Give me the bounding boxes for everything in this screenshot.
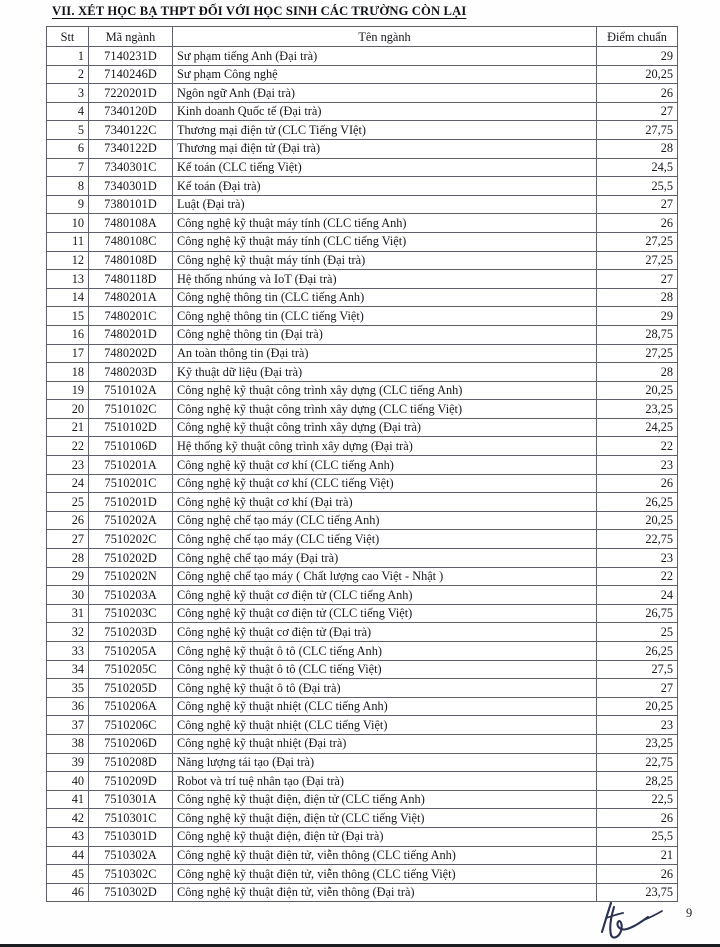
cell-code: 7510201D <box>89 493 173 512</box>
cell-code: 7480203D <box>89 363 173 382</box>
table-row <box>47 883 678 902</box>
cell-stt: 24 <box>47 474 89 493</box>
cell-name: Công nghệ kỹ thuật nhiệt (CLC tiếng Việt) <box>173 716 597 735</box>
table-row <box>47 642 678 661</box>
cell-stt: 11 <box>47 232 89 251</box>
cell-name: Công nghệ thông tin (CLC tiếng Việt) <box>173 307 597 326</box>
cell-stt: 5 <box>47 121 89 140</box>
table-row <box>47 121 678 140</box>
cell-name: Sư phạm Công nghệ <box>173 65 597 84</box>
cell-stt: 18 <box>47 363 89 382</box>
cell-stt: 15 <box>47 307 89 326</box>
cell-score: 27,5 <box>597 660 678 679</box>
page-number: 9 <box>686 906 693 920</box>
cell-code: 7480108C <box>89 232 173 251</box>
table-row <box>47 716 678 735</box>
table-row <box>47 846 678 865</box>
cell-name: Công nghệ chế tạo máy (CLC tiếng Việt) <box>173 530 597 549</box>
cell-code: 7510302A <box>89 846 173 865</box>
table-row <box>47 623 678 642</box>
cell-stt: 13 <box>47 270 89 289</box>
cell-stt: 6 <box>47 139 89 158</box>
cell-code: 7480108A <box>89 214 173 233</box>
column-header-code: Mã ngành <box>89 27 173 47</box>
cell-stt: 12 <box>47 251 89 270</box>
cell-name: Luật (Đại trà) <box>173 195 597 214</box>
cell-code: 7510205C <box>89 660 173 679</box>
cell-code: 7510301C <box>89 809 173 828</box>
table-row <box>47 827 678 846</box>
cell-score: 28,75 <box>597 325 678 344</box>
cell-score: 23 <box>597 716 678 735</box>
cell-code: 7510206C <box>89 716 173 735</box>
cell-score: 23 <box>597 456 678 475</box>
cell-name: Công nghệ kỹ thuật ô tô (Đại trà) <box>173 679 597 698</box>
cell-name: Công nghệ kỹ thuật công trình xây dựng (Đại trà) <box>173 418 597 437</box>
table-row <box>47 753 678 772</box>
cell-name: Công nghệ kỹ thuật điện tử, viễn thông (CLC tiếng Anh) <box>173 846 597 865</box>
page-title: VII. XÉT HỌC BẠ THPT ĐỐI VỚI HỌC SINH CÁC TRƯỜNG CÒN LẠI <box>52 4 467 18</box>
table-row <box>47 418 678 437</box>
cell-code: 7480201C <box>89 307 173 326</box>
cell-stt: 44 <box>47 846 89 865</box>
signature-mark <box>596 898 670 940</box>
cell-score: 27 <box>597 270 678 289</box>
table-row <box>47 549 678 568</box>
cell-score: 29 <box>597 307 678 326</box>
cell-stt: 8 <box>47 177 89 196</box>
cell-score: 29 <box>597 47 678 66</box>
cell-score: 23,75 <box>597 883 678 902</box>
cell-name: Công nghệ kỹ thuật công trình xây dựng (CLC tiếng Anh) <box>173 381 597 400</box>
cell-stt: 33 <box>47 642 89 661</box>
cell-code: 7510301A <box>89 790 173 809</box>
cell-stt: 36 <box>47 697 89 716</box>
table-row <box>47 809 678 828</box>
cell-score: 23 <box>597 549 678 568</box>
table-row <box>47 251 678 270</box>
cell-code: 7510205D <box>89 679 173 698</box>
cell-code: 7140231D <box>89 47 173 66</box>
cell-name: Công nghệ kỹ thuật nhiệt (Đại trà) <box>173 734 597 753</box>
cell-stt: 46 <box>47 883 89 902</box>
cell-score: 28,25 <box>597 772 678 791</box>
cell-code: 7510206D <box>89 734 173 753</box>
cell-code: 7510203A <box>89 586 173 605</box>
cell-name: Kế toán (Đại trà) <box>173 177 597 196</box>
cell-name: Hệ thống kỹ thuật công trình xây dựng (Đại trà) <box>173 437 597 456</box>
table-row <box>47 47 678 66</box>
cell-name: Công nghệ chế tạo máy (CLC tiếng Anh) <box>173 511 597 530</box>
cell-code: 7340122D <box>89 139 173 158</box>
cell-code: 7510206A <box>89 697 173 716</box>
cell-score: 26 <box>597 474 678 493</box>
cell-score: 22,75 <box>597 753 678 772</box>
cell-name: Công nghệ kỹ thuật cơ khí (CLC tiếng Anh) <box>173 456 597 475</box>
cell-score: 20,25 <box>597 65 678 84</box>
cell-score: 23,25 <box>597 400 678 419</box>
cell-stt: 9 <box>47 195 89 214</box>
cell-name: Công nghệ thông tin (Đại trà) <box>173 325 597 344</box>
cell-score: 22 <box>597 437 678 456</box>
cell-code: 7480118D <box>89 270 173 289</box>
cell-name: Thương mại điện tử (Đại trà) <box>173 139 597 158</box>
cell-name: Kỹ thuật dữ liệu (Đại trà) <box>173 363 597 382</box>
cell-name: Sư phạm tiếng Anh (Đại trà) <box>173 47 597 66</box>
table-row <box>47 604 678 623</box>
cell-code: 7340120D <box>89 102 173 121</box>
cell-score: 26,75 <box>597 604 678 623</box>
cell-score: 20,25 <box>597 511 678 530</box>
cell-code: 7510202C <box>89 530 173 549</box>
cell-score: 24,25 <box>597 418 678 437</box>
cell-stt: 40 <box>47 772 89 791</box>
cell-name: An toàn thông tin (Đại trà) <box>173 344 597 363</box>
table-row <box>47 288 678 307</box>
cell-score: 27,75 <box>597 121 678 140</box>
cell-code: 7510202A <box>89 511 173 530</box>
cell-code: 7510209D <box>89 772 173 791</box>
cell-name: Công nghệ kỹ thuật cơ khí (Đại trà) <box>173 493 597 512</box>
cell-score: 27,25 <box>597 232 678 251</box>
cell-stt: 43 <box>47 827 89 846</box>
cell-name: Công nghệ kỹ thuật điện tử, viễn thông (Đại trà) <box>173 883 597 902</box>
table-row <box>47 139 678 158</box>
cell-code: 7510202D <box>89 549 173 568</box>
cell-code: 7510203C <box>89 604 173 623</box>
cell-stt: 39 <box>47 753 89 772</box>
cell-code: 7380101D <box>89 195 173 214</box>
cell-code: 7510102C <box>89 400 173 419</box>
cell-name: Thương mại điện tử (CLC Tiếng VIệt) <box>173 121 597 140</box>
cell-score: 27,25 <box>597 344 678 363</box>
cell-name: Công nghệ kỹ thuật ô tô (CLC tiếng Việt) <box>173 660 597 679</box>
cell-name: Công nghệ thông tin (CLC tiếng Anh) <box>173 288 597 307</box>
cell-code: 7220201D <box>89 84 173 103</box>
cell-stt: 27 <box>47 530 89 549</box>
cell-stt: 7 <box>47 158 89 177</box>
table-row <box>47 214 678 233</box>
cell-score: 28 <box>597 288 678 307</box>
table-row <box>47 102 678 121</box>
table-row <box>47 456 678 475</box>
table-row <box>47 195 678 214</box>
table-row <box>47 381 678 400</box>
cell-stt: 3 <box>47 84 89 103</box>
cell-code: 7140246D <box>89 65 173 84</box>
table-row <box>47 65 678 84</box>
cell-name: Kinh doanh Quốc tế (Đại trà) <box>173 102 597 121</box>
cell-score: 22 <box>597 567 678 586</box>
cell-name: Công nghệ chế tạo máy (Đại trà) <box>173 549 597 568</box>
table-row <box>47 511 678 530</box>
cell-score: 28 <box>597 139 678 158</box>
cell-score: 27 <box>597 195 678 214</box>
cell-code: 7510201A <box>89 456 173 475</box>
table-row <box>47 567 678 586</box>
cell-score: 26,25 <box>597 493 678 512</box>
cell-code: 7340122C <box>89 121 173 140</box>
cell-stt: 22 <box>47 437 89 456</box>
cell-stt: 19 <box>47 381 89 400</box>
column-header-name: Tên ngành <box>173 27 597 47</box>
table-row <box>47 474 678 493</box>
cell-name: Công nghệ kỹ thuật điện, điện tử (CLC tiếng Anh) <box>173 790 597 809</box>
table-row <box>47 344 678 363</box>
cell-score: 23,25 <box>597 734 678 753</box>
cell-name: Công nghệ kỹ thuật cơ khí (CLC tiếng Việt) <box>173 474 597 493</box>
cell-stt: 38 <box>47 734 89 753</box>
cell-stt: 28 <box>47 549 89 568</box>
cell-code: 7510301D <box>89 827 173 846</box>
cell-score: 22,5 <box>597 790 678 809</box>
cell-code: 7510102A <box>89 381 173 400</box>
table-row <box>47 325 678 344</box>
table-row <box>47 177 678 196</box>
column-header-stt: Stt <box>47 27 89 47</box>
cell-name: Công nghệ kỹ thuật điện, điện tử (Đại trà) <box>173 827 597 846</box>
cell-stt: 23 <box>47 456 89 475</box>
cell-stt: 1 <box>47 47 89 66</box>
cell-code: 7340301C <box>89 158 173 177</box>
cell-name: Robot và trí tuệ nhân tạo (Đại trà) <box>173 772 597 791</box>
table-row <box>47 865 678 884</box>
cell-code: 7510302C <box>89 865 173 884</box>
cell-stt: 42 <box>47 809 89 828</box>
cell-score: 25,5 <box>597 177 678 196</box>
cell-score: 21 <box>597 846 678 865</box>
cell-stt: 10 <box>47 214 89 233</box>
cell-name: Ngôn ngữ Anh (Đại trà) <box>173 84 597 103</box>
table-row <box>47 270 678 289</box>
table-row <box>47 158 678 177</box>
cell-score: 22,75 <box>597 530 678 549</box>
cell-stt: 17 <box>47 344 89 363</box>
admission-score-table <box>46 26 678 902</box>
cell-name: Công nghệ kỹ thuật cơ điện tử (Đại trà) <box>173 623 597 642</box>
cell-stt: 30 <box>47 586 89 605</box>
cell-stt: 2 <box>47 65 89 84</box>
cell-score: 26 <box>597 809 678 828</box>
table-row <box>47 232 678 251</box>
cell-score: 26 <box>597 865 678 884</box>
cell-stt: 16 <box>47 325 89 344</box>
cell-score: 25,5 <box>597 827 678 846</box>
cell-stt: 41 <box>47 790 89 809</box>
cell-code: 7510205A <box>89 642 173 661</box>
cell-name: Công nghệ kỹ thuật cơ điện tử (CLC tiếng Anh) <box>173 586 597 605</box>
cell-score: 20,25 <box>597 697 678 716</box>
cell-name: Công nghệ kỹ thuật nhiệt (CLC tiếng Anh) <box>173 697 597 716</box>
cell-stt: 29 <box>47 567 89 586</box>
cell-name: Công nghệ chế tạo máy ( Chất lượng cao Việt - Nhật ) <box>173 567 597 586</box>
cell-code: 7480108D <box>89 251 173 270</box>
cell-stt: 32 <box>47 623 89 642</box>
cell-name: Công nghệ kỹ thuật máy tính (CLC tiếng Anh) <box>173 214 597 233</box>
cell-code: 7340301D <box>89 177 173 196</box>
cell-score: 25 <box>597 623 678 642</box>
cell-stt: 14 <box>47 288 89 307</box>
table-row <box>47 437 678 456</box>
cell-stt: 34 <box>47 660 89 679</box>
cell-code: 7480202D <box>89 344 173 363</box>
cell-stt: 4 <box>47 102 89 121</box>
cell-code: 7510208D <box>89 753 173 772</box>
cell-code: 7510102D <box>89 418 173 437</box>
cell-name: Công nghệ kỹ thuật cơ điện tử (CLC tiếng Việt) <box>173 604 597 623</box>
cell-code: 7510106D <box>89 437 173 456</box>
cell-stt: 35 <box>47 679 89 698</box>
cell-score: 26 <box>597 214 678 233</box>
cell-name: Kế toán (CLC tiếng Việt) <box>173 158 597 177</box>
cell-score: 27 <box>597 102 678 121</box>
cell-score: 24,5 <box>597 158 678 177</box>
cell-name: Công nghệ kỹ thuật điện, điện tử (CLC tiếng Việt) <box>173 809 597 828</box>
cell-score: 27,25 <box>597 251 678 270</box>
cell-name: Năng lượng tái tạo (Đại trà) <box>173 753 597 772</box>
table-row <box>47 307 678 326</box>
table-row <box>47 679 678 698</box>
table-row <box>47 530 678 549</box>
table-row <box>47 84 678 103</box>
cell-score: 20,25 <box>597 381 678 400</box>
table-row <box>47 586 678 605</box>
cell-stt: 26 <box>47 511 89 530</box>
cell-code: 7480201D <box>89 325 173 344</box>
cell-stt: 21 <box>47 418 89 437</box>
cell-name: Công nghệ kỹ thuật điện tử, viễn thông (CLC tiếng Việt) <box>173 865 597 884</box>
cell-stt: 25 <box>47 493 89 512</box>
table-row <box>47 697 678 716</box>
table-row <box>47 790 678 809</box>
table-body <box>47 47 678 902</box>
cell-name: Công nghệ kỹ thuật công trình xây dựng (CLC tiếng Việt) <box>173 400 597 419</box>
table-row <box>47 660 678 679</box>
cell-stt: 45 <box>47 865 89 884</box>
cell-stt: 31 <box>47 604 89 623</box>
cell-score: 26,25 <box>597 642 678 661</box>
cell-code: 7510201C <box>89 474 173 493</box>
cell-score: 24 <box>597 586 678 605</box>
cell-code: 7510202N <box>89 567 173 586</box>
cell-score: 27 <box>597 679 678 698</box>
table-header-row <box>47 27 678 47</box>
cell-name: Công nghệ kỹ thuật máy tính (CLC tiếng Việt) <box>173 232 597 251</box>
cell-name: Công nghệ kỹ thuật máy tính (Đại trà) <box>173 251 597 270</box>
cell-code: 7480201A <box>89 288 173 307</box>
column-header-score: Điểm chuẩn <box>597 27 678 47</box>
cell-code: 7510203D <box>89 623 173 642</box>
cell-stt: 37 <box>47 716 89 735</box>
table-row <box>47 493 678 512</box>
cell-name: Công nghệ kỹ thuật ô tô (CLC tiếng Anh) <box>173 642 597 661</box>
cell-name: Hệ thống nhúng và IoT (Đại trà) <box>173 270 597 289</box>
cell-code: 7510302D <box>89 883 173 902</box>
table-row <box>47 363 678 382</box>
cell-score: 28 <box>597 363 678 382</box>
table-row <box>47 772 678 791</box>
table-row <box>47 400 678 419</box>
cell-score: 26 <box>597 84 678 103</box>
cell-stt: 20 <box>47 400 89 419</box>
table-row <box>47 734 678 753</box>
